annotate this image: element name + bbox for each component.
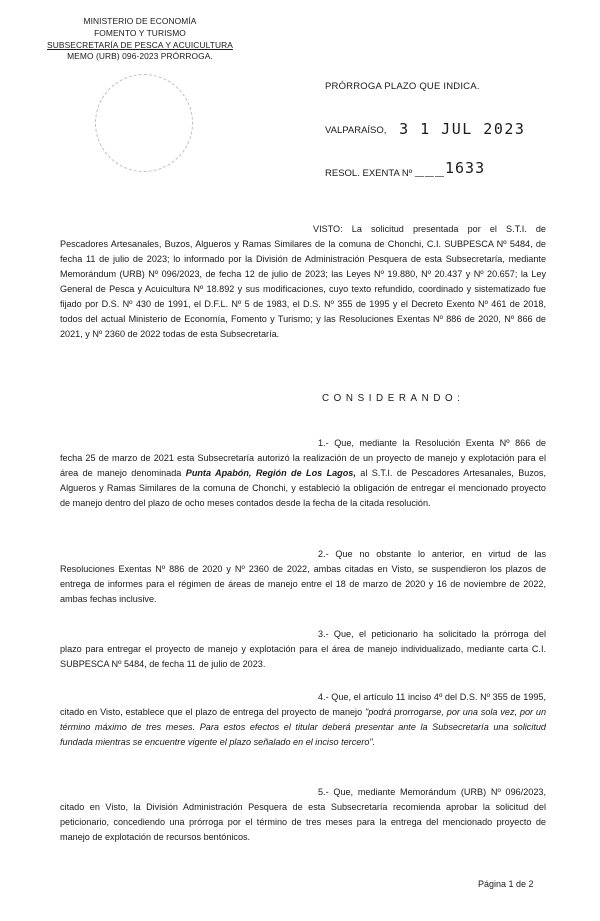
place-label: VALPARAÍSO, — [325, 125, 387, 136]
undersecretariat-name: SUBSECRETARÍA DE PESCA Y ACUICULTURA — [47, 39, 233, 50]
considerando-item-4: 4.- Que, el artículo 11 inciso 4º del D.S. Nº 355 de 1995, citado en Visto, establece que el plazo de entrega del proyecto de manejo "podrá prorrogarse, por una sola vez, por un término máximo de tres meses. Para estos efectos el titular deberá presentar ante la Subsecretaría una solicitud fundada mientras se encuentre vigente el plazo señalado en el inciso tercero". — [60, 692, 547, 747]
ministry-name: MINISTERIO DE ECONOMÍA — [83, 16, 197, 26]
resolution-number-value: ___1633 — [414, 159, 486, 177]
page-number: Página 1 de 2 — [478, 879, 534, 889]
resolution-number — [325, 159, 486, 180]
considerando-heading: CONSIDERANDO: — [322, 393, 465, 404]
letterhead — [40, 16, 240, 63]
considerando-item-1: 1.- Que, mediante la Resolución Exenta Nº 866 de fecha 25 de marzo de 2021 esta Subsecretaría autorizó la realización de un proyecto de manejo y explotación para el área de manejo denominada Punta Apabón, Región de Los Lagos, al S.T.I. de Pescadores Artesanales, Buzos, Algueros y Ramas Similares de la comuna de Chonchi, y estableció la obligación de entregar el mencionado proyecto de manejo dentro del plazo de ocho meses contados desde la fecha de la citada resolución. — [60, 438, 546, 508]
area-name-emphasis: Punta Apabón, Región de Los Lagos, — [185, 468, 356, 478]
resolution-label: RESOL. EXENTA Nº — [325, 168, 413, 179]
official-seal-stamp — [95, 74, 193, 172]
memo-reference: MEMO (URB) 096-2023 PRÓRROGA. — [67, 51, 213, 62]
place-and-date — [325, 119, 525, 137]
regulation-quote: "podrá prorrogarse, por una sola vez, por un término máximo de tres meses. Para estos efectos el titular deberá presentar ante la Subsecretaría una solicitud fundada mientras se encuentre vigente el plazo señalado en el inciso tercero". — [60, 707, 547, 747]
considerando-item-5: 5.- Que, mediante Memorándum (URB) Nº 096/2023, citado en Visto, la División Administración Pesquera de esta Subsecretaría recomienda aprobar la solicitud del peticionario, concediendo una prórroga por el término de tres meses para la entrega del mencionado proyecto de manejo de explotación de recursos bentónicos. — [60, 787, 546, 842]
ministry-subtitle: FOMENTO Y TURISMO — [94, 27, 186, 38]
document-reference: PRÓRROGA PLAZO QUE INDICA. — [325, 81, 480, 92]
considerando-item-2: 2.- Que no obstante lo anterior, en virtud de las Resoluciones Exentas Nº 886 de 2020 y Nº 2360 de 2022, ambas citadas en Visto, se suspendieron los plazos de entrega de informes para el régimen de áreas de manejo entre el 18 de marzo de 2020 y 16 de noviembre de 2022, ambas fechas inclusive. — [60, 549, 546, 604]
considerando-item-3: 3.- Que, el peticionario ha solicitado la prórroga del plazo para entregar el proyecto de manejo y explotación para el área de manejo individualizado, mediante carta C.I. SUBPESCA Nº 5484, de fecha 11 de julio de 2023. — [60, 629, 546, 669]
date-stamp: 3 1 JUL 2023 — [399, 120, 526, 138]
visto-paragraph: VISTO: La solicitud presentada por el S.T.I. de Pescadores Artesanales, Buzos, Algueros y Ramas Similares de la comuna de Chonchi, C.I. SUBPESCA Nº 5484, de fecha 11 de julio de 2023; lo informado por la División de Administración Pesquera de esta Subsecretaría, mediante Memorándum (URB) Nº 096/2023, de fecha 12 de julio de 2023; las Leyes Nº 19.880, Nº 20.437 y Nº 20.657; la Ley General de Pesca y Acuicultura Nº 18.892 y sus modificaciones, cuyo texto refundido, coordinado y sistematizado fue fijado por D.S. Nº 430 de 1991, el D.F.L. Nº 5 de 1983, el D.S. Nº 355 de 1995 y el Decreto Exento Nº 461 de 2018, todos del actual Ministerio de Economía, Fomento y Turismo; y las Resoluciones Exentas Nº 886 de 2020, Nº 866 de 2021, y Nº 2360 de 2022 todas de esta Subsecretaría. — [60, 224, 546, 339]
